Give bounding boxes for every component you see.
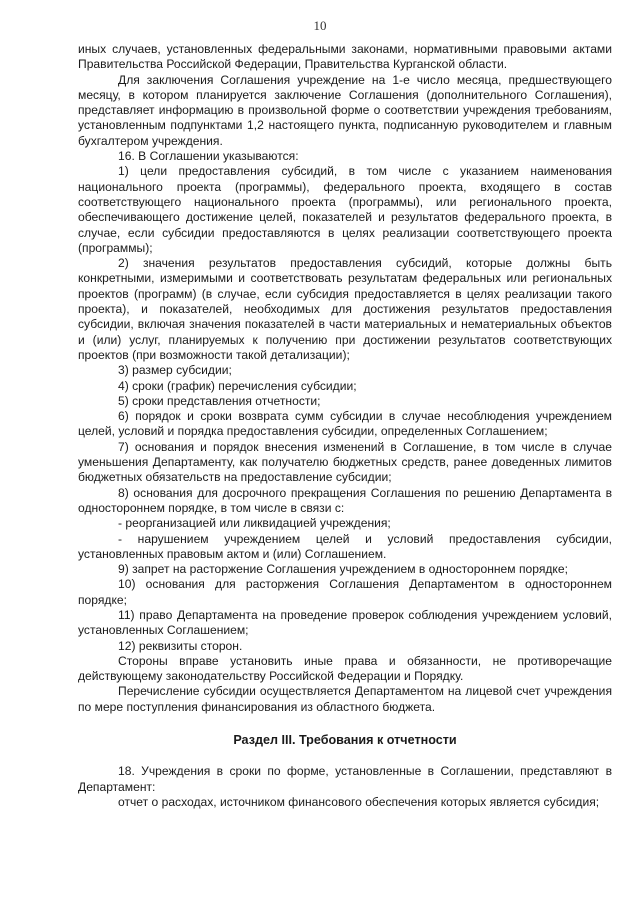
paragraph: иных случаев, установленных федеральными законами, нормативными правовыми актами Правительства Российской Федерации, Правительства Курганской области. — [78, 42, 612, 72]
paragraph: отчет о расходах, источником финансового обеспечения которых является субсидия; — [118, 794, 600, 809]
paragraph: 6) порядок и сроки возврата сумм субсидии в случае несоблюдения учреждением целей, условий и порядка предоставления субсидии, определенных Соглашением; — [78, 409, 612, 439]
paragraph: 9) запрет на расторжение Соглашения учреждением в одностороннем порядке; — [118, 562, 568, 577]
paragraph: 2) значения результатов предоставления субсидий, которые должны быть конкретными, измеримыми и соответствовать результатам федеральных или региональных проектов (программ) (в случае, если субсидия предоставляется в целях реализации такого проекта), и показателей, необходимых для достижения результатов предоставления субсидии, включая значения показателей в части материальных и нематериальных объектов и (или) услуг, планируемых к получению при достижении результатов соответствующих проектов (при возможности такой детализации); — [78, 256, 612, 362]
document-body — [78, 42, 612, 810]
paragraph: - нарушением учреждением целей и условий предоставления субсидии, установленных правовым актом и (или) Соглашением. — [78, 531, 612, 561]
paragraph: 4) сроки (график) перечисления субсидии; — [118, 378, 357, 393]
paragraph: 7) основания и порядок внесения изменений в Соглашение, в том числе в случае уменьшения Департаменту, как получателю бюджетных средств, ранее доведенных лимитов бюджетных обязательств на предоставление субсидии; — [78, 439, 612, 485]
section-paragraph-list — [78, 764, 612, 810]
paragraph: 12) реквизиты сторон. — [118, 638, 243, 653]
paragraph: 16. В Соглашении указываются: — [118, 149, 299, 164]
paragraph: Перечисление субсидии осуществляется Департаментом на лицевой счет учреждения по мере поступления финансирования из областного бюджета. — [78, 684, 612, 714]
paragraph: - реорганизацией или ликвидацией учреждения; — [118, 516, 391, 531]
paragraph: 10) основания для расторжения Соглашения Департаментом в одностороннем порядке; — [78, 577, 612, 607]
paragraph: 11) право Департамента на проведение проверок соблюдения учреждением условий, установленных Соглашением; — [78, 607, 612, 638]
paragraph: 8) основания для досрочного прекращения Соглашения по решению Департамента в одностороннем порядке, в том числе в связи с: — [78, 485, 612, 515]
paragraph: 18. Учреждения в сроки по форме, установленные в Соглашении, представляют в Департамент: — [78, 764, 612, 794]
paragraph-list — [78, 42, 612, 715]
paragraph: 1) цели предоставления субсидий, в том числе с указанием наименования национального проекта (программы), федерального проекта, входящего в состав соответствующего национального проекта (программы), или регионального проекта, обеспечивающего достижение целей, показателей и результатов федерального проекта, в случае, если субсидии предоставляются в целях реализации соответствующего проекта (программы); — [78, 164, 612, 255]
section-heading: Раздел III. Требования к отчетности — [233, 733, 457, 748]
page-number: 10 — [313, 18, 327, 33]
paragraph: Стороны вправе установить иные права и обязанности, не противоречащие действующему законодательству Российской Федерации и Порядку. — [78, 653, 612, 684]
paragraph: Для заключения Соглашения учреждение на 1-е число месяца, предшествующего месяцу, в котором планируется заключение Соглашения (дополнительного Соглашения), представляет информацию в произвольной форме о соответствии учреждения требованиям, установленным подпунктами 1,2 настоящего пункта, подписанную руководителем и главным бухгалтером учреждения. — [78, 72, 612, 148]
paragraph: 3) размер субсидии; — [118, 363, 232, 378]
paragraph: 5) сроки представления отчетности; — [118, 393, 321, 408]
